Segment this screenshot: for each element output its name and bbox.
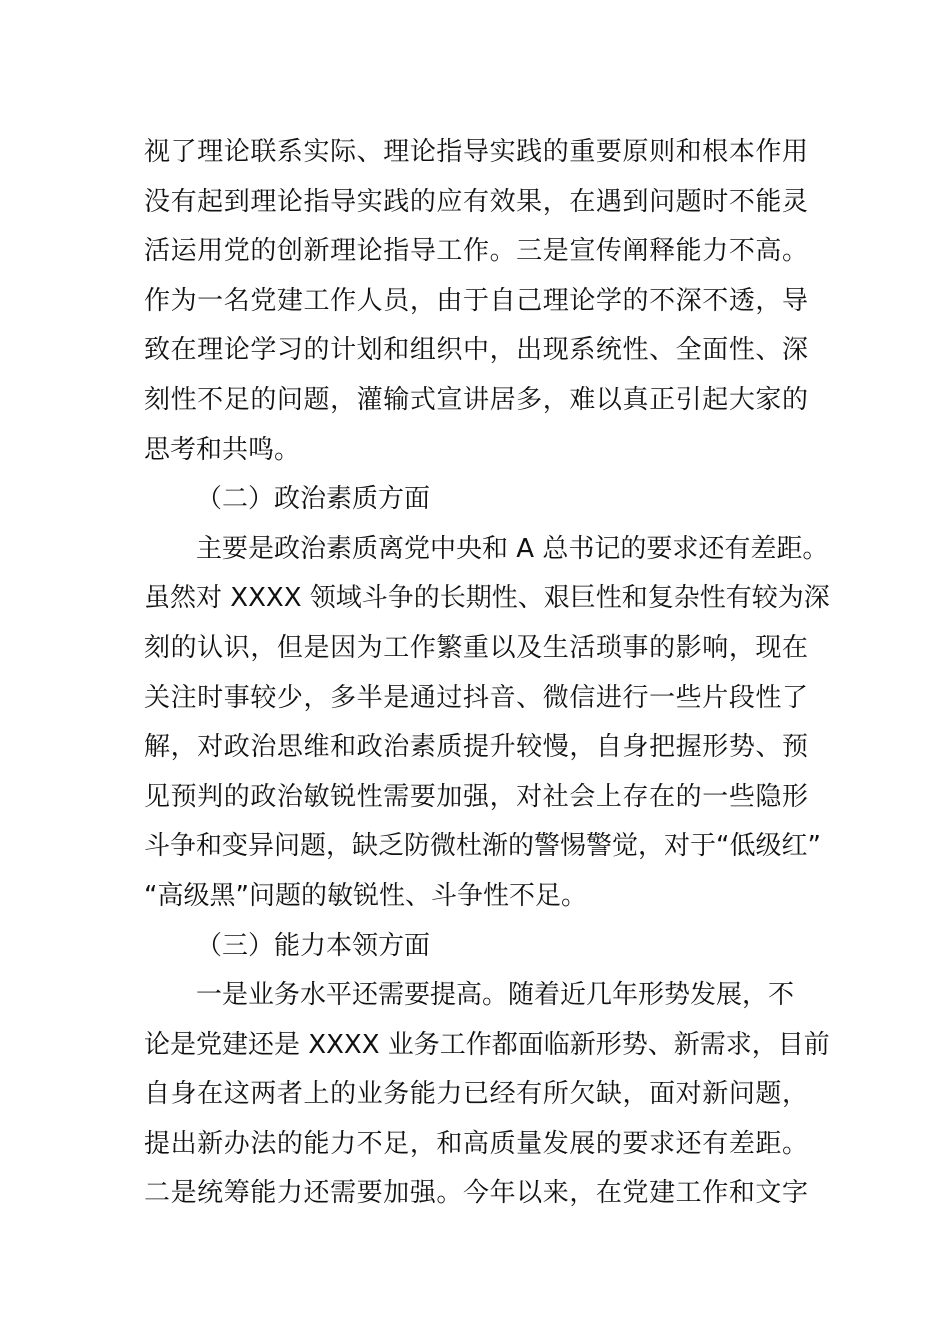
paragraph-line: 致在理论学习的计划和组织中，出现系统性、全面性、深 [144, 335, 808, 366]
paragraph-line: 自身在这两者上的业务能力已经有所欠缺，面对新问题， [144, 1079, 808, 1110]
paragraph-line: 刻的认识，但是因为工作繁重以及生活琐事的影响，现在 [144, 632, 808, 663]
paragraph-line: 二是统筹能力还需要加强。今年以来，在党建工作和文字 [144, 1178, 808, 1209]
paragraph-line: 斗争和变异问题，缺乏防微杜渐的警惕警觉，对于“低级红” [144, 831, 821, 862]
paragraph-line: 解，对政治思维和政治素质提升较慢，自身把握形势、预 [144, 732, 808, 763]
paragraph-line: 一是业务水平还需要提高。随着近几年形势发展，不 [196, 980, 795, 1011]
paragraph-line: 视了理论联系实际、理论指导实践的重要原则和根本作用 [144, 137, 808, 167]
paragraph-line: 见预判的政治敏锐性需要加强，对社会上存在的一些隐形 [144, 781, 808, 812]
section-heading: （二）政治素质方面 [196, 484, 431, 515]
paragraph-line: 虽然对 XXXX 领域斗争的长期性、艰巨性和复杂性有较为深 [144, 583, 830, 614]
paragraph-line: 刻性不足的问题，灌输式宣讲居多，难以真正引起大家的 [144, 384, 808, 415]
paragraph-line: 主要是政治素质离党中央和 A 总书记的要求还有差距。 [196, 533, 829, 564]
section-heading: （三）能力本领方面 [196, 930, 431, 961]
paragraph-line: 活运用党的创新理论指导工作。三是宣传阐释能力不高。 [144, 236, 808, 267]
paragraph-line: 关注时事较少，多半是通过抖音、微信进行一些片段性了 [144, 682, 808, 713]
paragraph-line: 论是党建还是 XXXX 业务工作都面临新形势、新需求，目前 [144, 1029, 830, 1060]
paragraph-line: 作为一名党建工作人员，由于自己理论学的不深不透，导 [144, 285, 808, 316]
paragraph-line: 没有起到理论指导实践的应有效果，在遇到问题时不能灵 [144, 186, 808, 217]
paragraph-line: 思考和共鸣。 [144, 434, 301, 465]
body-text [144, 128, 830, 1219]
paragraph-line: “高级黑”问题的敏锐性、斗争性不足。 [144, 880, 587, 911]
paragraph-line: 提出新办法的能力不足，和高质量发展的要求还有差距。 [144, 1128, 808, 1159]
